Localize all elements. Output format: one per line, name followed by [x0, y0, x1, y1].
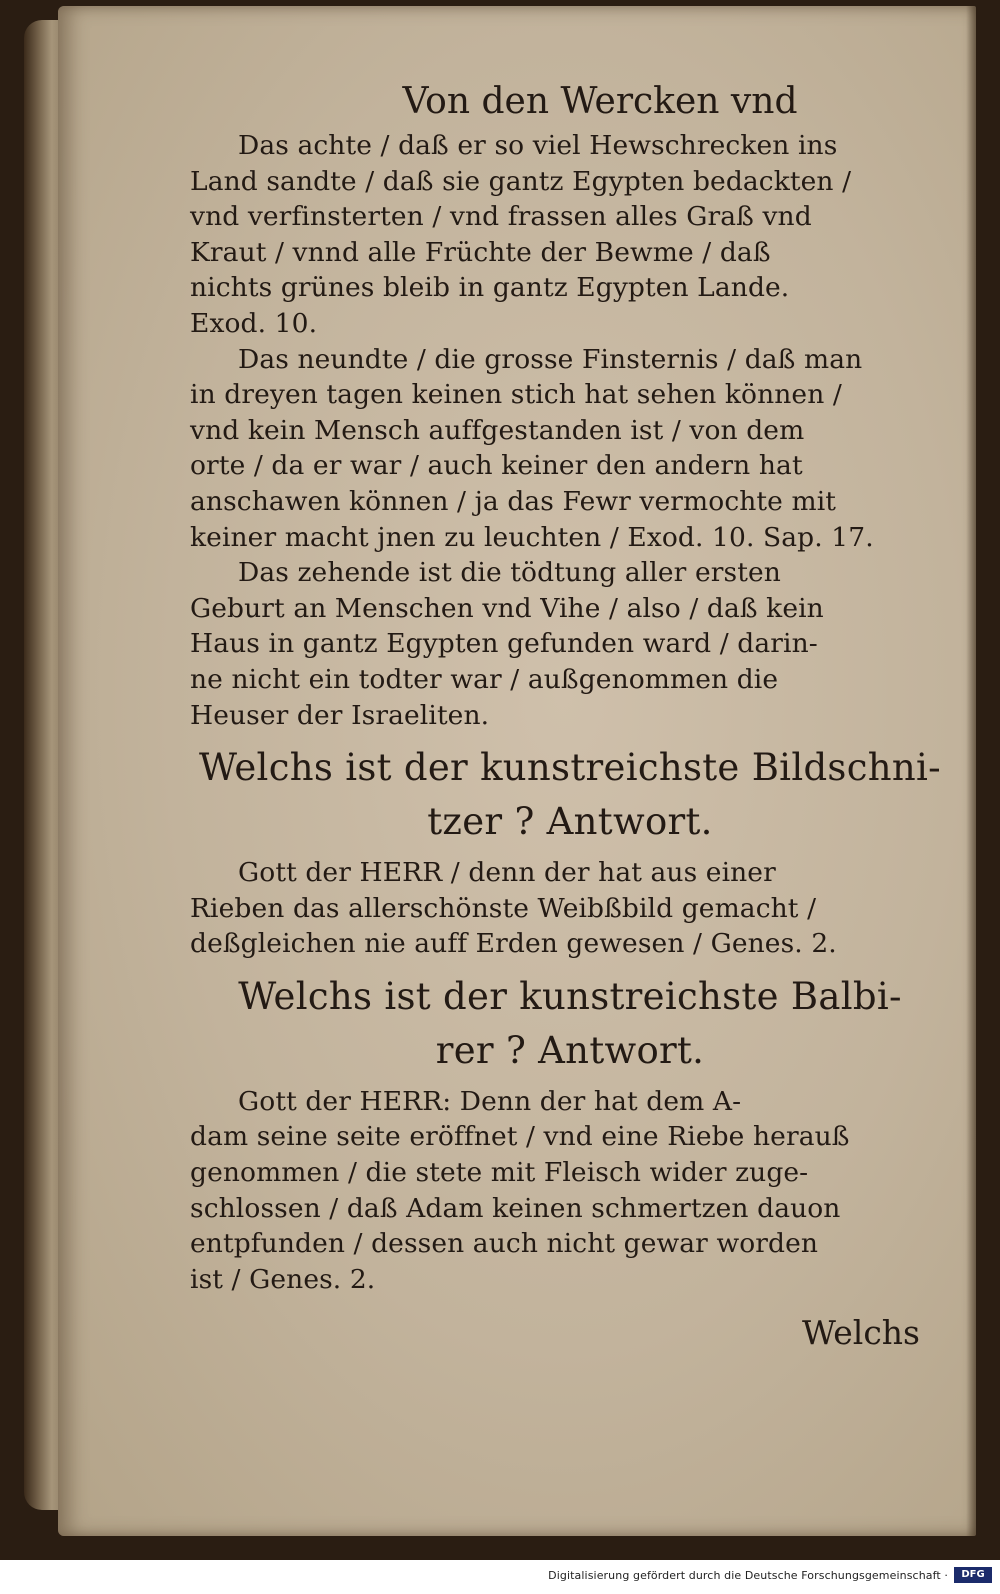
text-line: vnd verfinsterten / vnd frassen alles Graß vnd	[190, 201, 812, 233]
text-line: schlossen / daß Adam keinen schmertzen dauon	[190, 1192, 841, 1224]
funding-credit: Digitalisierung gefördert durch die Deutsche Forschungsgemeinschaft ·	[548, 1569, 948, 1582]
text-line: Land sandte / daß sie gantz Egypten bedackten /	[190, 165, 852, 197]
text-line: Geburt an Menschen vnd Vihe / also / daß kein	[190, 592, 824, 624]
catchword: Welchs	[802, 1313, 920, 1353]
text-line: anschawen können / ja das Fewr vermochte mit	[190, 485, 837, 517]
text-line: Haus in gantz Egypten gefunden ward / darin-	[190, 628, 818, 660]
text-line: Exod. 10.	[190, 307, 318, 339]
paragraph-plague-ten	[190, 555, 950, 733]
text-line: dam seine seite eröffnet / vnd eine Riebe herauß	[190, 1121, 850, 1153]
section-heading-bildschnitzer	[190, 741, 950, 849]
text-line: Gott der HERR / denn der hat aus einer	[238, 857, 776, 889]
text-line: genommen / die stete mit Fleisch wider zuge-	[190, 1157, 809, 1189]
text-line: keiner macht jnen zu leuchten / Exod. 10. Sap. 17.	[190, 521, 874, 553]
text-line: in dreyen tagen keinen stich hat sehen können /	[190, 379, 842, 411]
text-line: Kraut / vnnd alle Früchte der Bewme / daß	[190, 236, 771, 268]
page-gutter-shadow	[966, 6, 976, 1536]
text-line: deßgleichen nie auff Erden gewesen / Genes. 2.	[190, 928, 837, 960]
text-line: Rieben das allerschönste Weibßbild gemacht /	[190, 892, 817, 924]
text-line: Das neundte / die grosse Finsternis / daß man	[238, 343, 863, 375]
text-line: orte / da er war / auch keiner den andern hat	[190, 450, 803, 482]
text-line: Gott der HERR: Denn der hat dem A-	[238, 1085, 742, 1117]
section-heading-balbierer	[190, 970, 950, 1078]
text-block	[190, 78, 950, 1355]
dfg-logo-icon: DFG	[954, 1567, 992, 1583]
running-head: Von den Wercken vnd	[402, 81, 798, 122]
text-line: vnd kein Mensch auffgestanden ist / von dem	[190, 414, 805, 446]
text-line: entpfunden / dessen auch nicht gewar worden	[190, 1228, 819, 1260]
text-line: Das achte / daß er so viel Hewschrecken ins	[238, 130, 838, 161]
paragraph-answer-bildschnitzer	[190, 855, 950, 962]
digitization-footer	[0, 1560, 1000, 1594]
paragraph-plague-nine	[190, 342, 950, 556]
paragraph-plague-eight	[190, 128, 950, 342]
heading-line: rer ? Antwort.	[435, 1028, 705, 1072]
text-line: ne nicht ein todter war / außgenommen die	[190, 663, 779, 695]
paragraph-answer-balbierer	[190, 1084, 950, 1298]
text-line: Heuser der Israeliten.	[190, 699, 490, 731]
text-line: Das zehende ist die tödtung aller ersten	[238, 557, 781, 589]
heading-line: Welchs ist der kunstreichste Balbi-	[238, 974, 902, 1018]
heading-line: Welchs ist der kunstreichste Bildschni-	[199, 746, 941, 790]
text-line: nichts grünes bleib in gantz Egypten Lande.	[190, 272, 790, 304]
heading-line: tzer ? Antwort.	[427, 800, 713, 844]
text-line: ist / Genes. 2.	[190, 1263, 376, 1295]
